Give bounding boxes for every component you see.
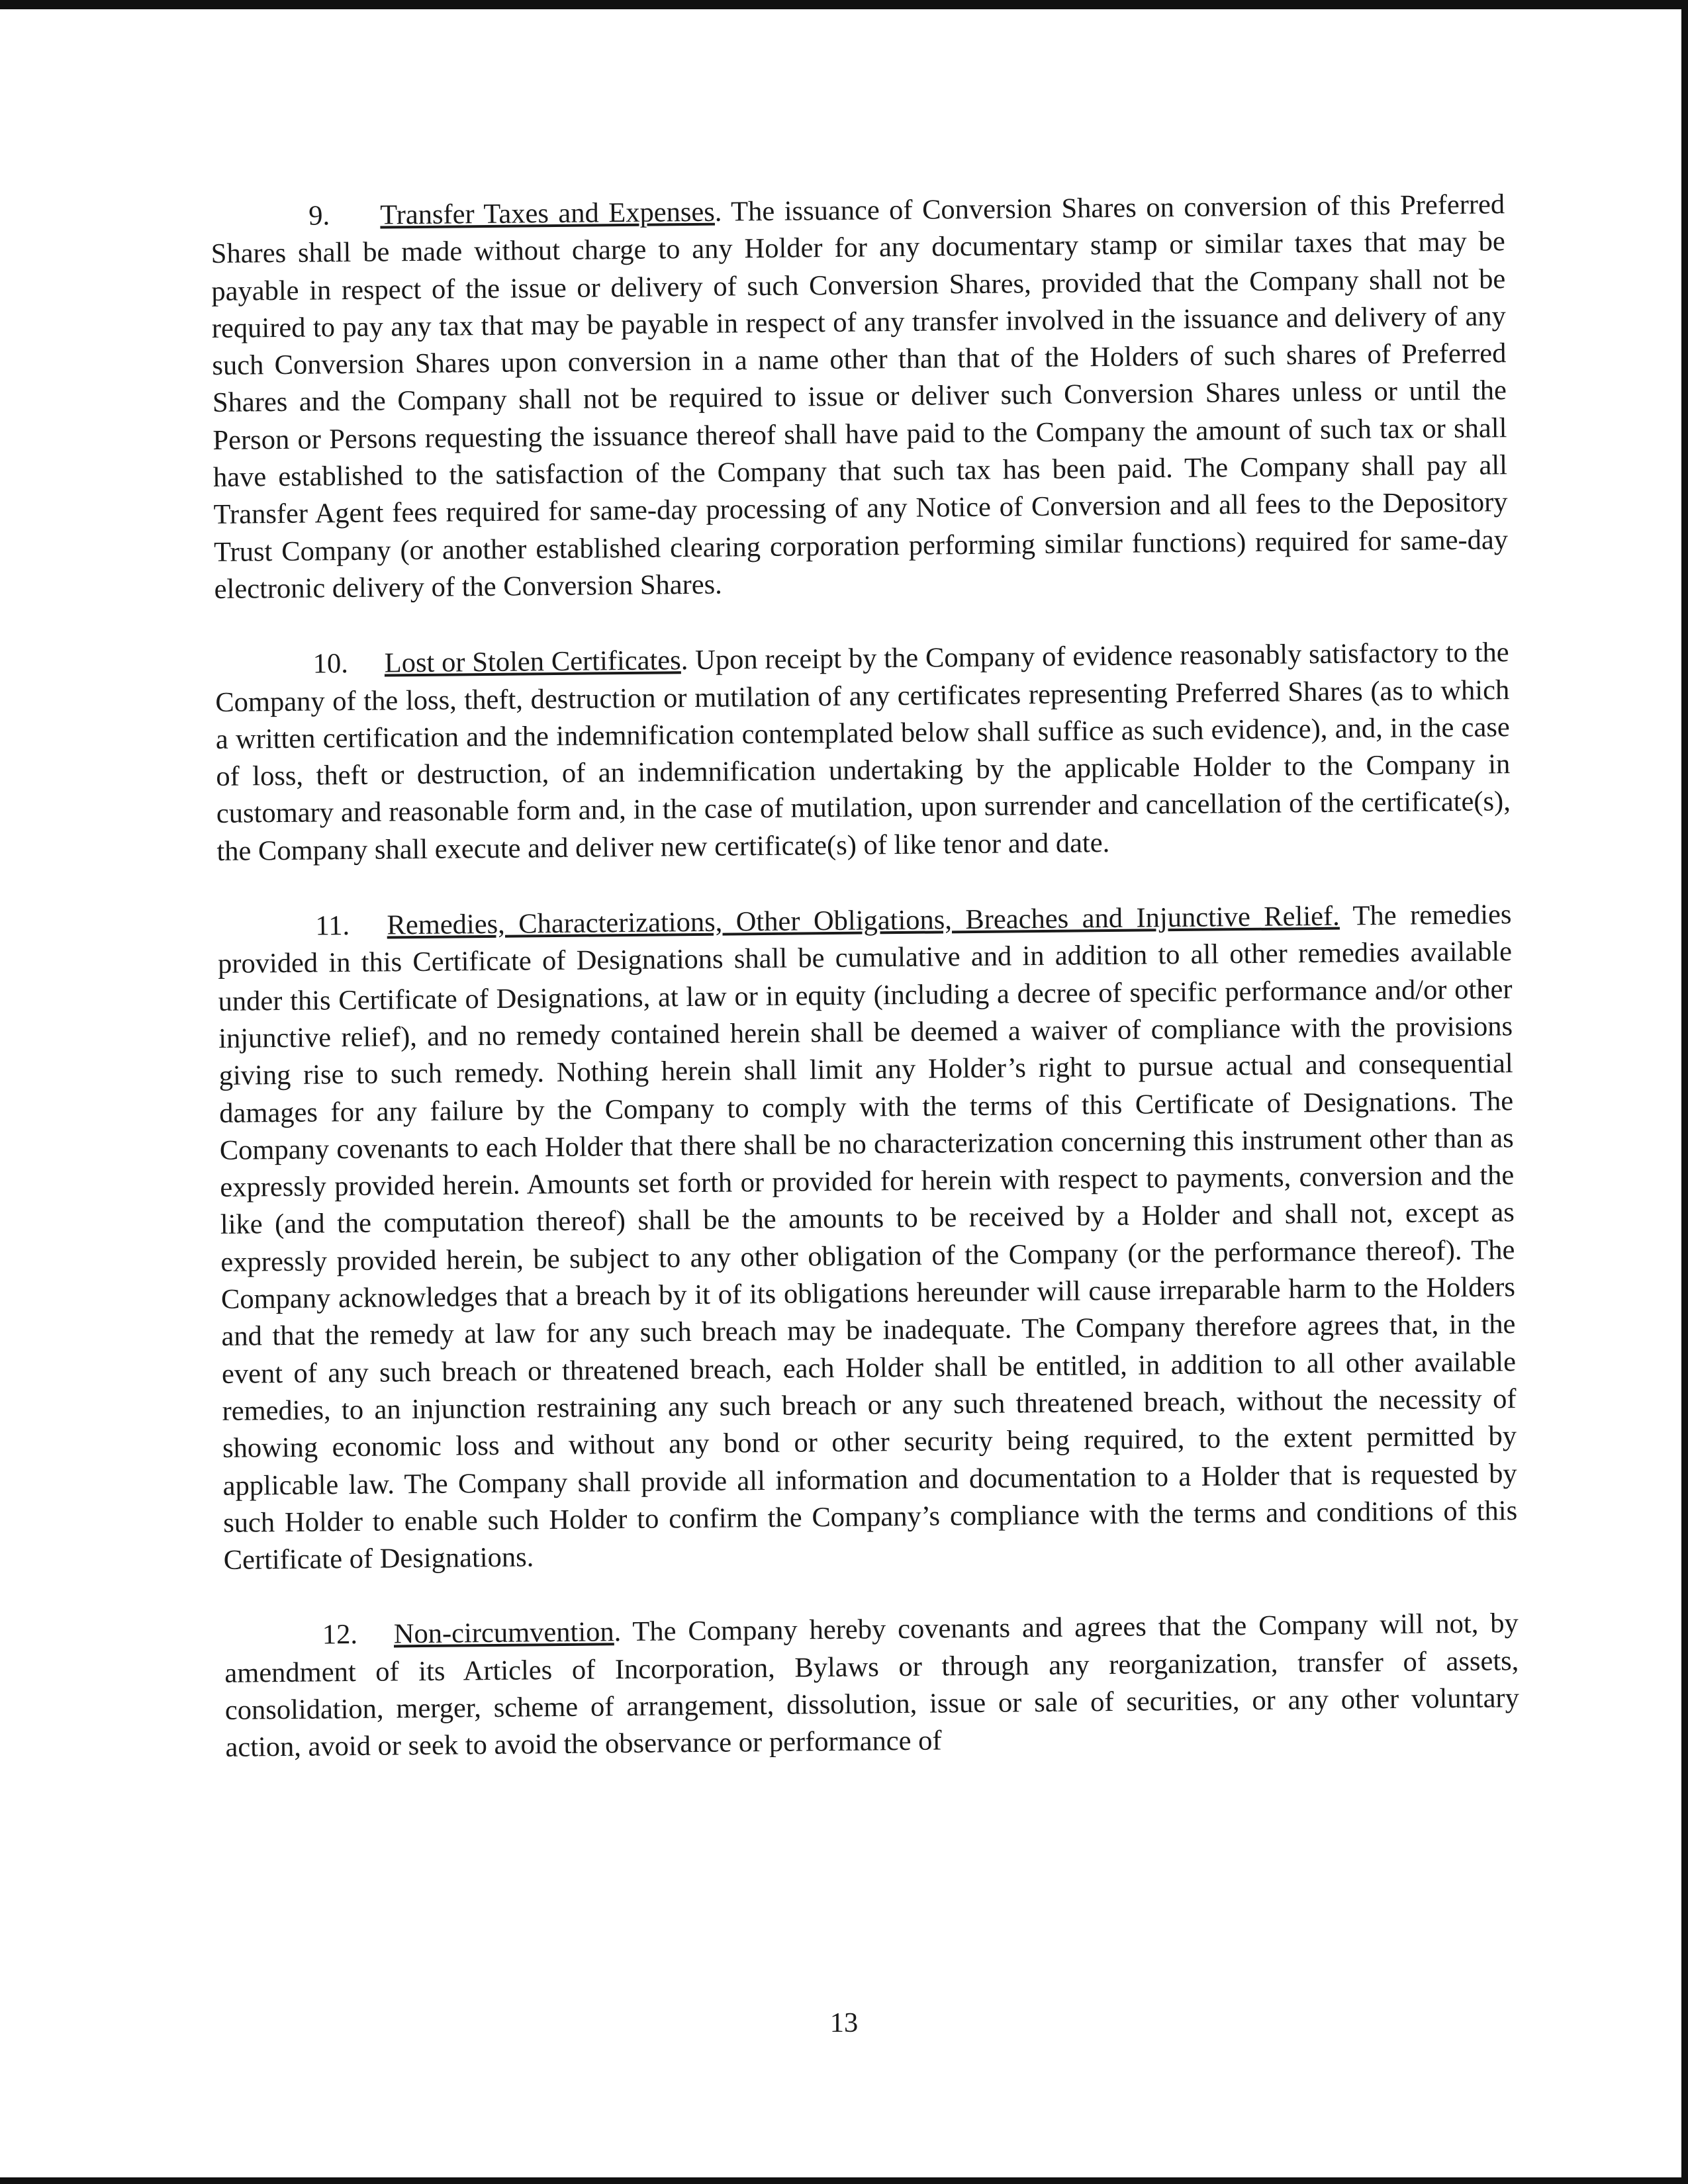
section-heading: Non-circumvention bbox=[393, 1616, 614, 1650]
section-11 bbox=[217, 896, 1518, 1579]
section-heading: Remedies, Characterizations, Other Obligations, Breaches and Injunctive Relief. bbox=[387, 900, 1340, 941]
page-number: 13 bbox=[829, 2007, 859, 2038]
section-number: 9. bbox=[308, 200, 330, 232]
section-body: . Upon receipt by the Company of evidence reasonably satisfactory to the Company of the loss, theft, destruction or mutilation of any certificates representing Preferred Shares (as to which a written certification and the indemnification contemplated below shall suffice as such evidence), and, in the case of loss, theft or destruction, of an indemnification undertaking by the applicable Holder to the Company in customary and reasonable form and, in the case of mutilation, upon surrender and cancellation of the certificate(s), the Company shall execute and deliver new certificate(s) of like tenor and date. bbox=[215, 637, 1511, 867]
section-12 bbox=[224, 1606, 1520, 1767]
scan-border-bottom bbox=[0, 2177, 1688, 2184]
section-number: 11. bbox=[315, 910, 350, 942]
section-body: . The issuance of Conversion Shares on conversion of this Preferred Shares shall be made without charge to any Holder for any documentary stamp or similar taxes that may be payable in respect of the issue or delivery of such Conversion Shares, provided that the Company shall not be required to pay any tax that may be payable in respect of any transfer involved in the issuance and delivery of any such Conversion Shares upon conversion in a name other than that of the Holders of such shares of Preferred Shares and the Company shall not be required to issue or deliver such Conversion Shares unless or until the Person or Persons requesting the issuance thereof shall have paid to the Company the amount of such tax or shall have established to the satisfaction of the Company that such tax has been paid. The Company shall pay all Transfer Agent fees required for same-day processing of any Notice of Conversion and all fees to the Depository Trust Company (or another established clearing corporation performing similar functions) required for same-day electronic delivery of the Conversion Shares. bbox=[211, 189, 1509, 605]
section-9 bbox=[211, 186, 1509, 608]
section-heading: Transfer Taxes and Expenses bbox=[380, 196, 716, 231]
scan-border-top bbox=[0, 0, 1688, 9]
section-heading: Lost or Stolen Certificates bbox=[384, 645, 681, 679]
section-body: The remedies provided in this Certificate of Designations shall be cumulative and in addition to all other remedies available under this Certificate of Designations, at law or in equity (including a decree of specific performance and/or other injunctive relief), and no remedy contained herein shall be deemed a waiver of compliance with the provisions giving rise to such remedy. Nothing herein shall limit any Holder’s right to pursue actual and consequential damages for any failure by the Company to comply with the terms of this Certificate of Designations. The Company covenants to each Holder that there shall be no characterization concerning this instrument other than as expressly provided herein. Amounts set forth or provided for herein with respect to payments, conversion and the like (and the computation thereof) shall be the amounts to be received by a Holder and shall not, except as expressly provided herein, be subject to any other obligation of the Company (or the performance thereof). The Company acknowledges that a breach by it of its obligations hereunder will cause irreparable harm to the Holders and that the remedy at law for any such breach may be inadequate. The Company therefore agrees that, in the event of any such breach or threatened breach, each Holder shall be entitled, in addition to all other available remedies, to an injunction restraining any such breach or any such threatened breach, without the necessity of showing economic loss and without any bond or other security being required, to the extent permitted by applicable law. The Company shall provide all information and documentation to a Holder that is requested by such Holder to enable such Holder to confirm the Company’s compliance with the terms and conditions of this Certificate of Designations. bbox=[217, 899, 1518, 1576]
scan-border-right bbox=[1681, 0, 1688, 2184]
section-10 bbox=[215, 634, 1511, 870]
section-body: . The Company hereby covenants and agrees that the Company will not, by amendment of its Articles of Incorporation, Bylaws or through any reorganization, transfer of assets, consolidation, merger, scheme of arrangement, dissolution, issue or sale of securities, or any other voluntary action, avoid or seek to avoid the observance or performance of bbox=[224, 1608, 1520, 1764]
section-number: 12. bbox=[322, 1619, 358, 1651]
document-page bbox=[211, 186, 1520, 1805]
section-number: 10. bbox=[312, 648, 349, 680]
